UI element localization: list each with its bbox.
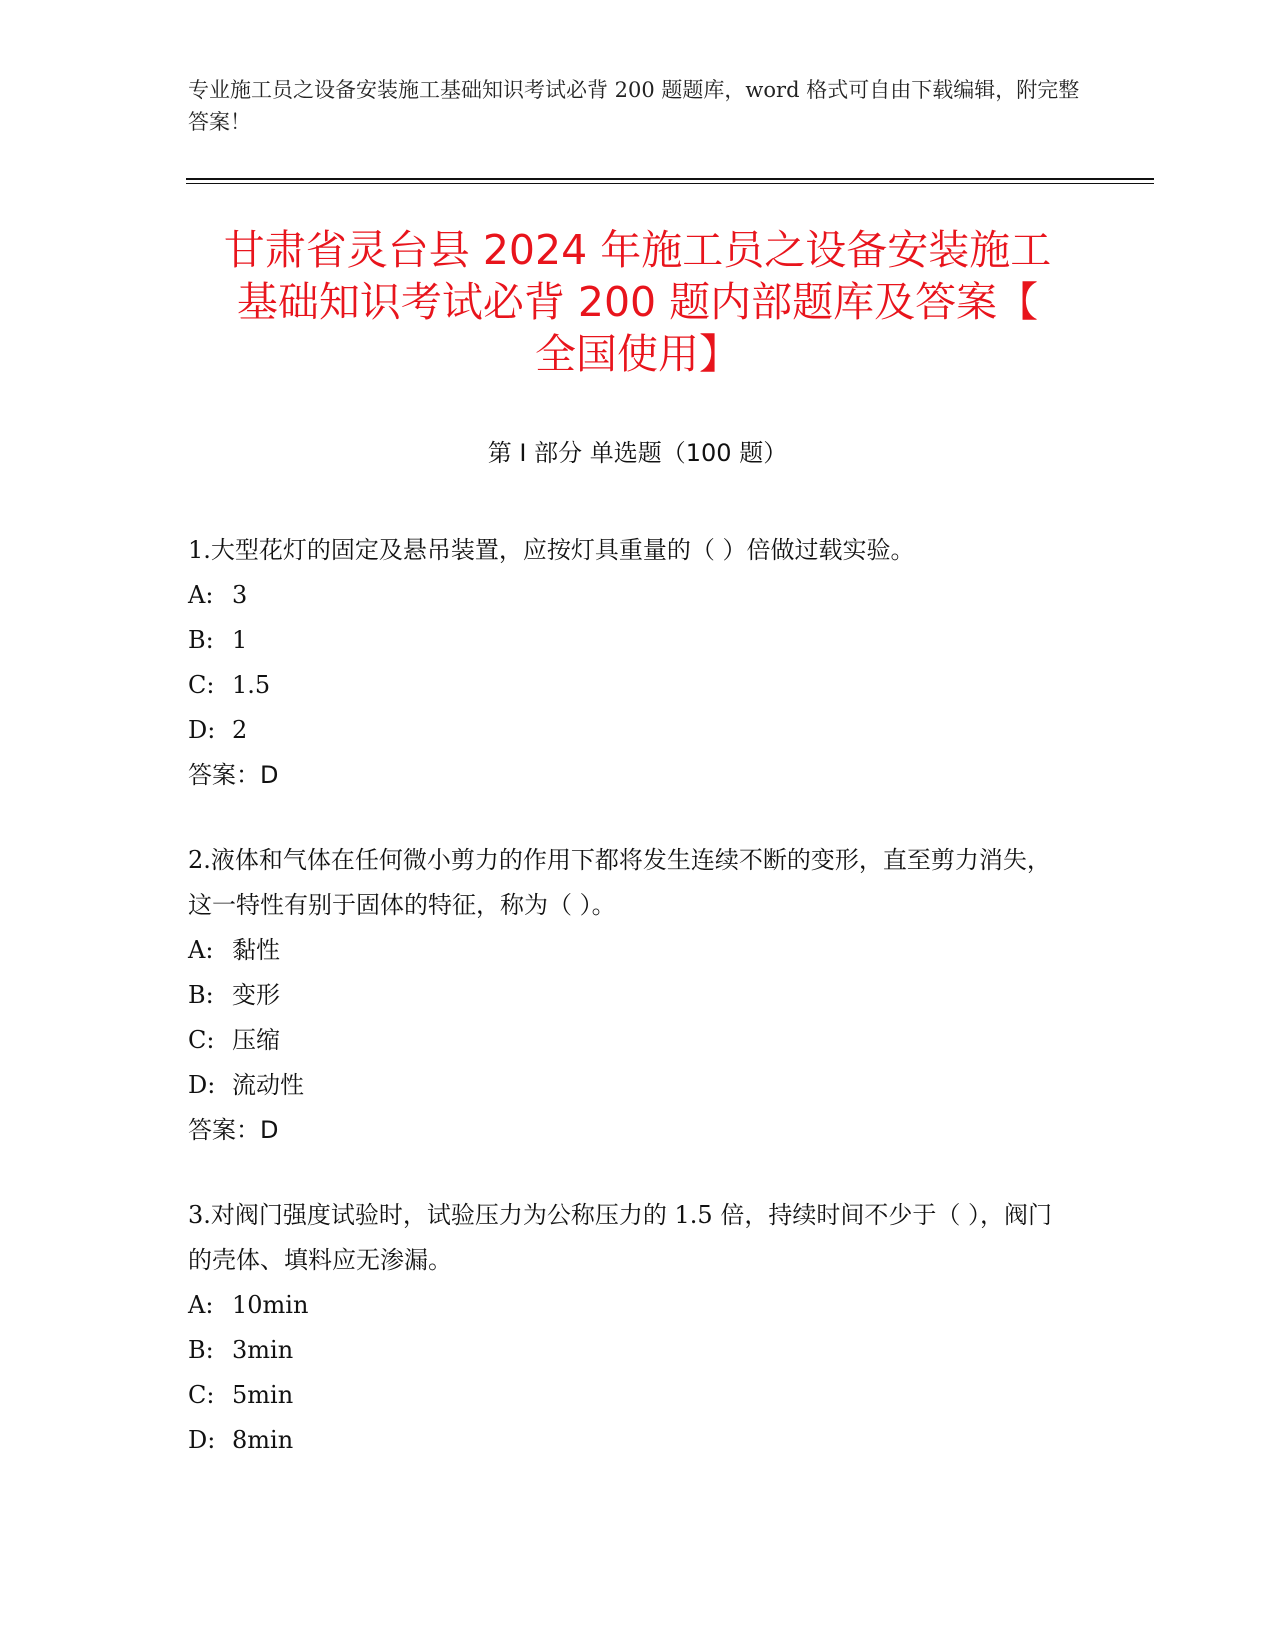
option-key: A:	[188, 936, 214, 964]
option-text: 变形	[232, 981, 280, 1009]
option-key: B:	[188, 626, 214, 654]
header-divider-thin	[186, 183, 1154, 184]
option-key: D:	[188, 1071, 216, 1099]
option-key: A:	[188, 1291, 214, 1319]
option-text: 2	[232, 716, 248, 744]
option-a	[188, 573, 1068, 618]
option-a	[188, 928, 1068, 973]
document-title-line-2: 基础知识考试必背 200 题内部题库及答案【	[236, 278, 1039, 326]
option-key: B:	[188, 1336, 214, 1364]
option-key: C:	[188, 1026, 215, 1054]
option-key: B:	[188, 981, 214, 1009]
option-key: D:	[188, 716, 216, 744]
option-a	[188, 1283, 1068, 1328]
question-list	[188, 528, 1068, 1503]
question-stem: 2.液体和气体在任何微小剪力的作用下都将发生连续不断的变形，直至剪力消失，这一特性有别于固体的特征，称为（ ）。	[188, 846, 1051, 919]
answer-label: 答案：D	[188, 761, 279, 789]
option-text: 5min	[232, 1381, 294, 1409]
question-stem: 3.对阀门强度试验时，试验压力为公称压力的 1.5 倍，持续时间不少于（ ），阀门的壳体、填料应无渗漏。	[188, 1201, 1052, 1274]
option-key: C:	[188, 671, 215, 699]
option-key: D:	[188, 1426, 216, 1454]
option-c	[188, 1373, 1068, 1418]
option-text: 8min	[232, 1426, 294, 1454]
option-text: 3	[232, 581, 248, 609]
option-text: 黏性	[232, 936, 280, 964]
option-text: 压缩	[232, 1026, 280, 1054]
option-key: A:	[188, 581, 214, 609]
option-text: 1.5	[232, 671, 271, 699]
option-key: C:	[188, 1381, 215, 1409]
option-d	[188, 1063, 1068, 1108]
question-3	[188, 1193, 1068, 1463]
option-b	[188, 973, 1068, 1018]
header-note: 专业施工员之设备安装施工基础知识考试必背 200 题题库，word 格式可自由下载编辑，附完整答案！	[188, 78, 1080, 134]
answer-label: 答案：D	[188, 1116, 279, 1144]
question-1	[188, 528, 1068, 798]
option-b	[188, 618, 1068, 663]
option-text: 流动性	[232, 1071, 304, 1099]
option-d	[188, 708, 1068, 753]
question-stem: 1.大型花灯的固定及悬吊装置，应按灯具重量的（ ）倍做过载实验。	[188, 536, 915, 564]
document-title-line-3: 全国使用】	[535, 330, 740, 378]
question-2	[188, 838, 1068, 1153]
option-text: 1	[232, 626, 248, 654]
option-d	[188, 1418, 1068, 1463]
section-title: 第 I 部分 单选题（100 题）	[487, 439, 788, 467]
header-divider-thick	[186, 178, 1154, 180]
option-c	[188, 1018, 1068, 1063]
document-title	[140, 224, 1135, 380]
option-text: 10min	[232, 1291, 309, 1319]
option-text: 3min	[232, 1336, 294, 1364]
document-title-line-1: 甘肃省灵台县 2024 年施工员之设备安装施工	[223, 226, 1052, 274]
option-b	[188, 1328, 1068, 1373]
option-c	[188, 663, 1068, 708]
